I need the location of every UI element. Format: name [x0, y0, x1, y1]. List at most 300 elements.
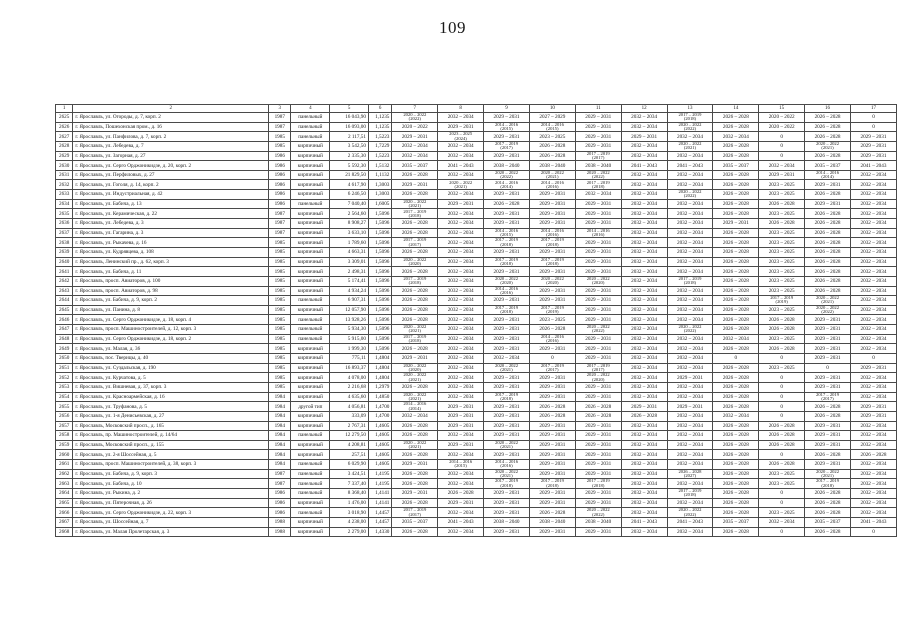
period-roof-cell: 2029 – 2031 [392, 460, 438, 470]
period-electric-cell: 2032 – 2034 [667, 267, 713, 277]
period-hotwater-cell: 2029 – 2031 [805, 431, 851, 441]
period-basement-cell: 2032 – 2034 [850, 209, 896, 219]
period-roof-cell: 2026 – 2028 [392, 421, 438, 431]
table-row [56, 161, 897, 171]
period-basement-cell: 2032 – 2034 [850, 392, 896, 402]
period-electric-cell: 2032 – 2034 [667, 421, 713, 431]
period-gas-cell: 2026 – 2028 [713, 469, 759, 479]
period-foundation-cell: 2029 – 2031 [484, 247, 530, 257]
wall-material-cell: кирпичный [291, 180, 330, 190]
period-water-cell: 2029 – 2031 [575, 392, 621, 402]
register-table [55, 104, 897, 537]
period-basement-cell: 2032 – 2034 [850, 219, 896, 229]
period-electric-cell: 2032 – 2034 [667, 238, 713, 248]
period-heating-cell: 2029 – 2031 [529, 344, 575, 354]
period-facade-cell: 2032 – 2034 [438, 296, 484, 306]
column-number-12: 12 [621, 105, 667, 113]
row-number-cell: 2659 [56, 440, 73, 450]
period-hotwater-cell: 2026 – 2028 [805, 209, 851, 219]
wall-material-cell: кирпичный [291, 421, 330, 431]
period-heating-cell: 2017 – 2019 (2018) [529, 479, 575, 489]
address-cell: г. Ярославль, ул. Панина, д. 8 [73, 305, 269, 315]
period-facade-cell: 2032 – 2034 [438, 382, 484, 392]
period-electric-cell: 2017 – 2019 (2018) [667, 276, 713, 286]
address-cell: г. Ярославль, пос. Тверицы, д. 40 [73, 354, 269, 364]
period-roof-cell: 2020 – 2022 (2022) [392, 113, 438, 123]
period-elevator-cell: 0 [759, 392, 805, 402]
period-basement-cell: 2032 – 2034 [850, 382, 896, 392]
period-basement-cell: 2029 – 2031 [850, 141, 896, 151]
wall-material-cell: кирпичный [291, 286, 330, 296]
period-electric-cell: 2032 – 2034 [667, 199, 713, 209]
period-roof-cell: 2017 – 2019 (2018) [392, 209, 438, 219]
period-water-cell: 2029 – 2031 [575, 498, 621, 508]
row-number-cell: 2652 [56, 373, 73, 383]
period-basement-cell: 2032 – 2034 [850, 276, 896, 286]
period-heating-cell: 2038 – 2040 [529, 161, 575, 171]
period-elevator-cell: 2023 – 2025 [759, 180, 805, 190]
build-year-cell: 1984 [269, 411, 291, 421]
period-electric-cell: 2032 – 2034 [667, 460, 713, 470]
period-facade-cell: 2032 – 2034 [438, 228, 484, 238]
period-basement-cell: 2029 – 2031 [850, 151, 896, 161]
period-water-cell: 2020 – 2022 (2022) [575, 170, 621, 180]
period-hotwater-cell: 2029 – 2031 [805, 354, 851, 364]
total-area-cell: 4 617,90 [330, 180, 369, 190]
total-area-cell: 3 018,90 [330, 508, 369, 518]
period-hotwater-cell: 2029 – 2031 [805, 421, 851, 431]
period-heating-cell: 2014 – 2016 (2016) [529, 334, 575, 344]
period-foundation-cell: 2020 – 2022 (2021) [484, 469, 530, 479]
period-facade-cell: 2032 – 2034 [438, 344, 484, 354]
cost-coefficient-cell: 1,4141 [368, 488, 391, 498]
cost-coefficient-cell: 1,4605 [368, 450, 391, 460]
period-roof-cell: 2029 – 2031 [392, 488, 438, 498]
period-sewer-cell: 2032 – 2034 [621, 382, 667, 392]
table-row [56, 508, 897, 518]
period-foundation-cell: 2017 – 2019 (2018) [484, 479, 530, 489]
period-basement-cell: 0 [850, 122, 896, 132]
period-basement-cell: 0 [850, 113, 896, 123]
period-foundation-cell: 2020 – 2022 (2020) [484, 276, 530, 286]
table-row [56, 411, 897, 421]
period-basement-cell: 2032 – 2034 [850, 488, 896, 498]
period-roof-cell: 2017 – 2019 (2018) [392, 334, 438, 344]
period-basement-cell: 2032 – 2034 [850, 334, 896, 344]
table-row [56, 141, 897, 151]
wall-material-cell: панельный [291, 431, 330, 441]
period-hotwater-cell: 2026 – 2028 [805, 122, 851, 132]
wall-material-cell: панельный [291, 488, 330, 498]
period-electric-cell: 2020 – 2022 (2021) [667, 141, 713, 151]
period-foundation-cell: 2020 – 2022 (2022) [484, 170, 530, 180]
row-number-cell: 2647 [56, 325, 73, 335]
address-cell: г. Ярославль, ул. Пятерочная, д. 26 [73, 498, 269, 508]
period-gas-cell: 2026 – 2028 [713, 276, 759, 286]
period-facade-cell: 2032 – 2034 [438, 315, 484, 325]
table-row [56, 402, 897, 412]
cost-coefficient-cell: 1,5096 [368, 325, 391, 335]
build-year-cell: 1985 [269, 305, 291, 315]
period-hotwater-cell: 2026 – 2028 [805, 113, 851, 123]
period-sewer-cell: 2032 – 2034 [621, 247, 667, 257]
period-electric-cell: 2020 – 2022 (2022) [667, 122, 713, 132]
period-gas-cell: 2032 – 2034 [713, 411, 759, 421]
period-gas-cell: 2026 – 2028 [713, 238, 759, 248]
period-gas-cell: 2026 – 2028 [713, 508, 759, 518]
cost-coefficient-cell: 1,5096 [368, 219, 391, 229]
period-sewer-cell: 2032 – 2034 [621, 180, 667, 190]
period-sewer-cell: 2032 – 2034 [621, 363, 667, 373]
period-basement-cell: 2032 – 2034 [850, 508, 896, 518]
period-elevator-cell: 0 [759, 402, 805, 412]
cost-coefficient-cell: 1,6005 [368, 199, 391, 209]
address-cell: г. Ярославль, Московский просп., д. 165 [73, 421, 269, 431]
cost-coefficient-cell: 1,5096 [368, 257, 391, 267]
period-roof-cell: 2026 – 2028 [392, 344, 438, 354]
period-facade-cell: 2032 – 2034 [438, 151, 484, 161]
cost-coefficient-cell: 1,1132 [368, 170, 391, 180]
period-basement-cell: 0 [850, 354, 896, 364]
period-basement-cell: 2032 – 2034 [850, 180, 896, 190]
row-number-cell: 2658 [56, 431, 73, 441]
period-electric-cell: 2032 – 2034 [667, 286, 713, 296]
period-sewer-cell: 2032 – 2034 [621, 431, 667, 441]
period-foundation-cell: 2029 – 2031 [484, 373, 530, 383]
period-water-cell: 2029 – 2031 [575, 141, 621, 151]
build-year-cell: 1988 [269, 527, 291, 537]
period-elevator-cell: 2023 – 2025 [759, 479, 805, 489]
cost-coefficient-cell: 1,1235 [368, 113, 391, 123]
period-sewer-cell: 2032 – 2034 [621, 527, 667, 537]
period-foundation-cell: 2026 – 2028 [484, 199, 530, 209]
period-facade-cell: 2032 – 2034 [438, 141, 484, 151]
table-row [56, 363, 897, 373]
period-gas-cell: 2026 – 2028 [713, 402, 759, 412]
row-number-cell: 2634 [56, 199, 73, 209]
period-gas-cell: 2026 – 2028 [713, 440, 759, 450]
column-number-15: 15 [759, 105, 805, 113]
cost-coefficient-cell: 1,5223 [368, 132, 391, 142]
period-foundation-cell: 2038 – 2040 [484, 161, 530, 171]
period-facade-cell: 2032 – 2034 [438, 450, 484, 460]
wall-material-cell: кирпичный [291, 363, 330, 373]
wall-material-cell: панельный [291, 479, 330, 489]
address-cell: г. Ярославль, просп. Авиаторов, д. 98 [73, 286, 269, 296]
period-water-cell: 2029 – 2031 [575, 344, 621, 354]
build-year-cell: 1984 [269, 431, 291, 441]
period-basement-cell: 2032 – 2034 [850, 431, 896, 441]
period-water-cell: 2029 – 2031 [575, 315, 621, 325]
period-foundation-cell: 2029 – 2031 [484, 508, 530, 518]
period-heating-cell: 2029 – 2031 [529, 247, 575, 257]
table-row [56, 440, 897, 450]
period-hotwater-cell: 2014 – 2016 (2014) [805, 170, 851, 180]
period-roof-cell: 2026 – 2028 [392, 267, 438, 277]
period-heating-cell: 2017 – 2019 (2018) [529, 238, 575, 248]
period-basement-cell: 2032 – 2034 [850, 190, 896, 200]
period-heating-cell: 2014 – 2016 (2015) [529, 122, 575, 132]
address-cell: г. Ярославль, ул. Курчатова, д. 5 [73, 373, 269, 383]
period-gas-cell: 2026 – 2028 [713, 392, 759, 402]
period-heating-cell: 2026 – 2028 [529, 151, 575, 161]
address-cell: г. Ярославль, ул. Малая, д. 36 [73, 344, 269, 354]
period-water-cell: 2029 – 2031 [575, 469, 621, 479]
period-hotwater-cell: 2026 – 2028 [805, 498, 851, 508]
period-sewer-cell: 2032 – 2034 [621, 113, 667, 123]
period-electric-cell: 2032 – 2034 [667, 257, 713, 267]
period-elevator-cell: 2023 – 2025 [759, 334, 805, 344]
period-heating-cell: 2029 – 2031 [529, 469, 575, 479]
period-water-cell: 2029 – 2031 [575, 199, 621, 209]
period-hotwater-cell: 2029 – 2031 [805, 325, 851, 335]
cost-coefficient-cell: 1,3003 [368, 180, 391, 190]
period-hotwater-cell: 2026 – 2028 [805, 238, 851, 248]
period-water-cell: 2020 – 2022 (2022) [575, 508, 621, 518]
total-area-cell: 3 424,51 [330, 469, 369, 479]
build-year-cell: 1985 [269, 325, 291, 335]
cost-coefficient-cell: 1,3003 [368, 190, 391, 200]
period-electric-cell: 2032 – 2034 [667, 132, 713, 142]
period-water-cell: 2029 – 2031 [575, 334, 621, 344]
period-electric-cell: 2032 – 2034 [667, 228, 713, 238]
total-area-cell: 5 915,00 [330, 334, 369, 344]
build-year-cell: 1985 [269, 286, 291, 296]
period-water-cell: 2029 – 2031 [575, 382, 621, 392]
address-cell: г. Ярославль, ул. Бабича, д. 10 [73, 479, 269, 489]
wall-material-cell: кирпичный [291, 440, 330, 450]
total-area-cell: 3 542,50 [330, 141, 369, 151]
period-gas-cell: 2026 – 2028 [713, 141, 759, 151]
total-area-cell: 3 633,10 [330, 228, 369, 238]
period-electric-cell: 2032 – 2034 [667, 411, 713, 421]
address-cell: г. Ярославль, ул. Лебедева, д. 3 [73, 219, 269, 229]
row-number-cell: 2649 [56, 344, 73, 354]
column-number-1: 1 [56, 105, 73, 113]
cost-coefficient-cell: 1,4700 [368, 402, 391, 412]
table-row [56, 431, 897, 441]
wall-material-cell: кирпичный [291, 344, 330, 354]
period-gas-cell: 2026 – 2028 [713, 488, 759, 498]
period-water-cell: 2029 – 2031 [575, 286, 621, 296]
address-cell: г. Ярославль, ул. Малая Пролетарская, д. 3 [73, 527, 269, 537]
period-elevator-cell: 2026 – 2028 [759, 460, 805, 470]
period-water-cell: 2038 – 2040 [575, 161, 621, 171]
period-elevator-cell: 2023 – 2025 [759, 286, 805, 296]
period-electric-cell: 2032 – 2034 [667, 305, 713, 315]
total-area-cell: 12 057,90 [330, 305, 369, 315]
table-row [56, 450, 897, 460]
wall-material-cell: кирпичный [291, 305, 330, 315]
period-sewer-cell: 2041 – 2043 [621, 517, 667, 527]
period-elevator-cell: 0 [759, 450, 805, 460]
cost-coefficient-cell: 1,4804 [368, 354, 391, 364]
period-hotwater-cell: 2029 – 2031 [805, 373, 851, 383]
capital-repair-register [55, 104, 897, 537]
build-year-cell: 1985 [269, 354, 291, 364]
period-roof-cell: 2017 – 2019 (2017) [392, 238, 438, 248]
period-facade-cell: 2032 – 2034 [438, 267, 484, 277]
period-gas-cell: 2026 – 2028 [713, 267, 759, 277]
address-cell: г. Ярославль, ул. Серго Орджоникидзе, д. 22, корп. 3 [73, 508, 269, 518]
period-gas-cell: 2026 – 2028 [713, 257, 759, 267]
table-row [56, 286, 897, 296]
period-hotwater-cell: 2029 – 2031 [805, 344, 851, 354]
build-year-cell: 1985 [269, 373, 291, 383]
wall-material-cell: кирпичный [291, 161, 330, 171]
wall-material-cell: панельный [291, 469, 330, 479]
period-hotwater-cell: 2029 – 2031 [805, 460, 851, 470]
address-cell: г. Ярославль, Пошехонская пром., д. 16 [73, 122, 269, 132]
period-facade-cell: 2032 – 2034 [438, 325, 484, 335]
period-facade-cell: 2032 – 2034 [438, 209, 484, 219]
table-row [56, 334, 897, 344]
table-row [56, 151, 897, 161]
period-electric-cell: 2017 – 2019 (2018) [667, 488, 713, 498]
address-cell: г. Ярославль, ул. Рыкачева, д. 16 [73, 238, 269, 248]
cost-coefficient-cell: 1,5132 [368, 161, 391, 171]
period-sewer-cell: 2032 – 2034 [621, 141, 667, 151]
period-water-cell: 2038 – 2040 [575, 517, 621, 527]
cost-coefficient-cell: 1,2979 [368, 382, 391, 392]
period-elevator-cell: 2026 – 2028 [759, 440, 805, 450]
total-area-cell: 3 309,01 [330, 257, 369, 267]
period-heating-cell: 2023 – 2025 [529, 315, 575, 325]
period-heating-cell: 0 [529, 354, 575, 364]
period-sewer-cell: 2032 – 2034 [621, 508, 667, 518]
period-gas-cell: 0 [713, 354, 759, 364]
address-cell: г. Ярославль, ул. Труфанова, д. 5 [73, 402, 269, 412]
period-gas-cell: 2026 – 2028 [713, 209, 759, 219]
total-area-cell: 4 663,31 [330, 247, 369, 257]
address-cell: г. Ярославль, просп. Машиностроителей, д. 38, корп. 3 [73, 460, 269, 470]
period-sewer-cell: 2032 – 2034 [621, 122, 667, 132]
wall-material-cell: кирпичный [291, 411, 330, 421]
period-facade-cell: 2029 – 2031 [438, 122, 484, 132]
cost-coefficient-cell: 1,4457 [368, 508, 391, 518]
period-roof-cell: 2026 – 2028 [392, 315, 438, 325]
row-number-cell: 2654 [56, 392, 73, 402]
build-year-cell: 1985 [269, 363, 291, 373]
period-foundation-cell: 2029 – 2031 [484, 411, 530, 421]
period-sewer-cell: 2032 – 2034 [621, 479, 667, 489]
row-number-cell: 2645 [56, 305, 73, 315]
period-sewer-cell: 2032 – 2034 [621, 488, 667, 498]
period-elevator-cell: 2023 – 2025 [759, 469, 805, 479]
period-electric-cell: 2032 – 2034 [667, 344, 713, 354]
period-gas-cell: 2026 – 2028 [713, 460, 759, 470]
period-water-cell: 2014 – 2016 (2016) [575, 228, 621, 238]
period-sewer-cell: 2032 – 2034 [621, 325, 667, 335]
period-gas-cell: 2026 – 2028 [713, 247, 759, 257]
period-hotwater-cell: 2029 – 2031 [805, 315, 851, 325]
period-water-cell: 2026 – 2028 [575, 402, 621, 412]
period-basement-cell: 2041 – 2043 [850, 517, 896, 527]
wall-material-cell: кирпичный [291, 527, 330, 537]
period-roof-cell: 2032 – 2034 [392, 411, 438, 421]
total-area-cell: 5 174,41 [330, 276, 369, 286]
wall-material-cell: панельный [291, 113, 330, 123]
period-gas-cell: 2026 – 2028 [713, 431, 759, 441]
period-elevator-cell: 2023 – 2025 [759, 238, 805, 248]
wall-material-cell: панельный [291, 199, 330, 209]
period-electric-cell: 2041 – 2043 [667, 517, 713, 527]
period-heating-cell: 2029 – 2031 [529, 440, 575, 450]
build-year-cell: 1984 [269, 450, 291, 460]
build-year-cell: 1986 [269, 161, 291, 171]
period-roof-cell: 2020 – 2022 (2020) [392, 363, 438, 373]
period-basement-cell: 2032 – 2034 [850, 479, 896, 489]
period-heating-cell: 2029 – 2031 [529, 527, 575, 537]
address-cell: г. Ярославль, ул. Лебедева, д. 7 [73, 141, 269, 151]
row-number-cell: 2628 [56, 141, 73, 151]
period-facade-cell: 2032 – 2034 [438, 286, 484, 296]
row-number-cell: 2641 [56, 267, 73, 277]
period-foundation-cell: 2029 – 2031 [484, 344, 530, 354]
table-row [56, 527, 897, 537]
wall-material-cell: кирпичный [291, 238, 330, 248]
address-cell: г. Ярославль, просп. Авиаторов, д. 100 [73, 276, 269, 286]
period-roof-cell: 2026 – 2028 [392, 382, 438, 392]
period-electric-cell: 2032 – 2034 [667, 219, 713, 229]
period-basement-cell: 2041 – 2043 [850, 161, 896, 171]
table-row [56, 305, 897, 315]
wall-material-cell: панельный [291, 460, 330, 470]
period-gas-cell: 2026 – 2028 [713, 421, 759, 431]
period-roof-cell: 2020 – 2022 (2021) [392, 440, 438, 450]
table-row [56, 421, 897, 431]
row-number-cell: 2636 [56, 219, 73, 229]
column-number-17: 17 [850, 105, 896, 113]
cost-coefficient-cell: 1,5096 [368, 315, 391, 325]
period-foundation-cell: 2020 – 2022 (2021) [484, 440, 530, 450]
period-foundation-cell: 2038 – 2040 [484, 517, 530, 527]
period-heating-cell: 2029 – 2031 [529, 460, 575, 470]
period-basement-cell: 0 [850, 527, 896, 537]
period-heating-cell: 2029 – 2031 [529, 382, 575, 392]
period-basement-cell: 2032 – 2034 [850, 286, 896, 296]
period-elevator-cell: 2023 – 2025 [759, 363, 805, 373]
row-number-cell: 2663 [56, 479, 73, 489]
period-facade-cell: 2032 – 2034 [438, 257, 484, 267]
period-facade-cell: 2032 – 2034 [438, 170, 484, 180]
period-facade-cell: 2023 – 2025 (2024) [438, 132, 484, 142]
total-area-cell: 6 246,50 [330, 190, 369, 200]
period-heating-cell: 2017 – 2019 (2018) [529, 257, 575, 267]
period-hotwater-cell: 2026 – 2028 [805, 228, 851, 238]
period-heating-cell: 2029 – 2031 [529, 190, 575, 200]
period-electric-cell: 2032 – 2034 [667, 479, 713, 489]
row-number-cell: 2631 [56, 170, 73, 180]
period-foundation-cell: 2017 – 2019 (2018) [484, 392, 530, 402]
period-water-cell: 2017 – 2019 (2018) [575, 180, 621, 190]
period-elevator-cell: 0 [759, 411, 805, 421]
address-cell: г. Ярославль, просп. Машиностроителей, д. 12, корп. 3 [73, 325, 269, 335]
period-hotwater-cell: 2017 – 2019 (2017) [805, 392, 851, 402]
period-gas-cell: 2026 – 2028 [713, 199, 759, 209]
period-sewer-cell: 2032 – 2034 [621, 334, 667, 344]
row-number-cell: 2643 [56, 286, 73, 296]
table-row [56, 132, 897, 142]
period-foundation-cell: 2029 – 2031 [484, 296, 530, 306]
period-foundation-cell: 2029 – 2031 [484, 209, 530, 219]
build-year-cell: 1986 [269, 498, 291, 508]
period-gas-cell: 2026 – 2028 [713, 527, 759, 537]
table-row [56, 276, 897, 286]
address-cell: г. Ярославль, Ленинский пр., д. 62, корп. 3 [73, 257, 269, 267]
row-number-cell: 2661 [56, 460, 73, 470]
row-number-cell: 2633 [56, 190, 73, 200]
